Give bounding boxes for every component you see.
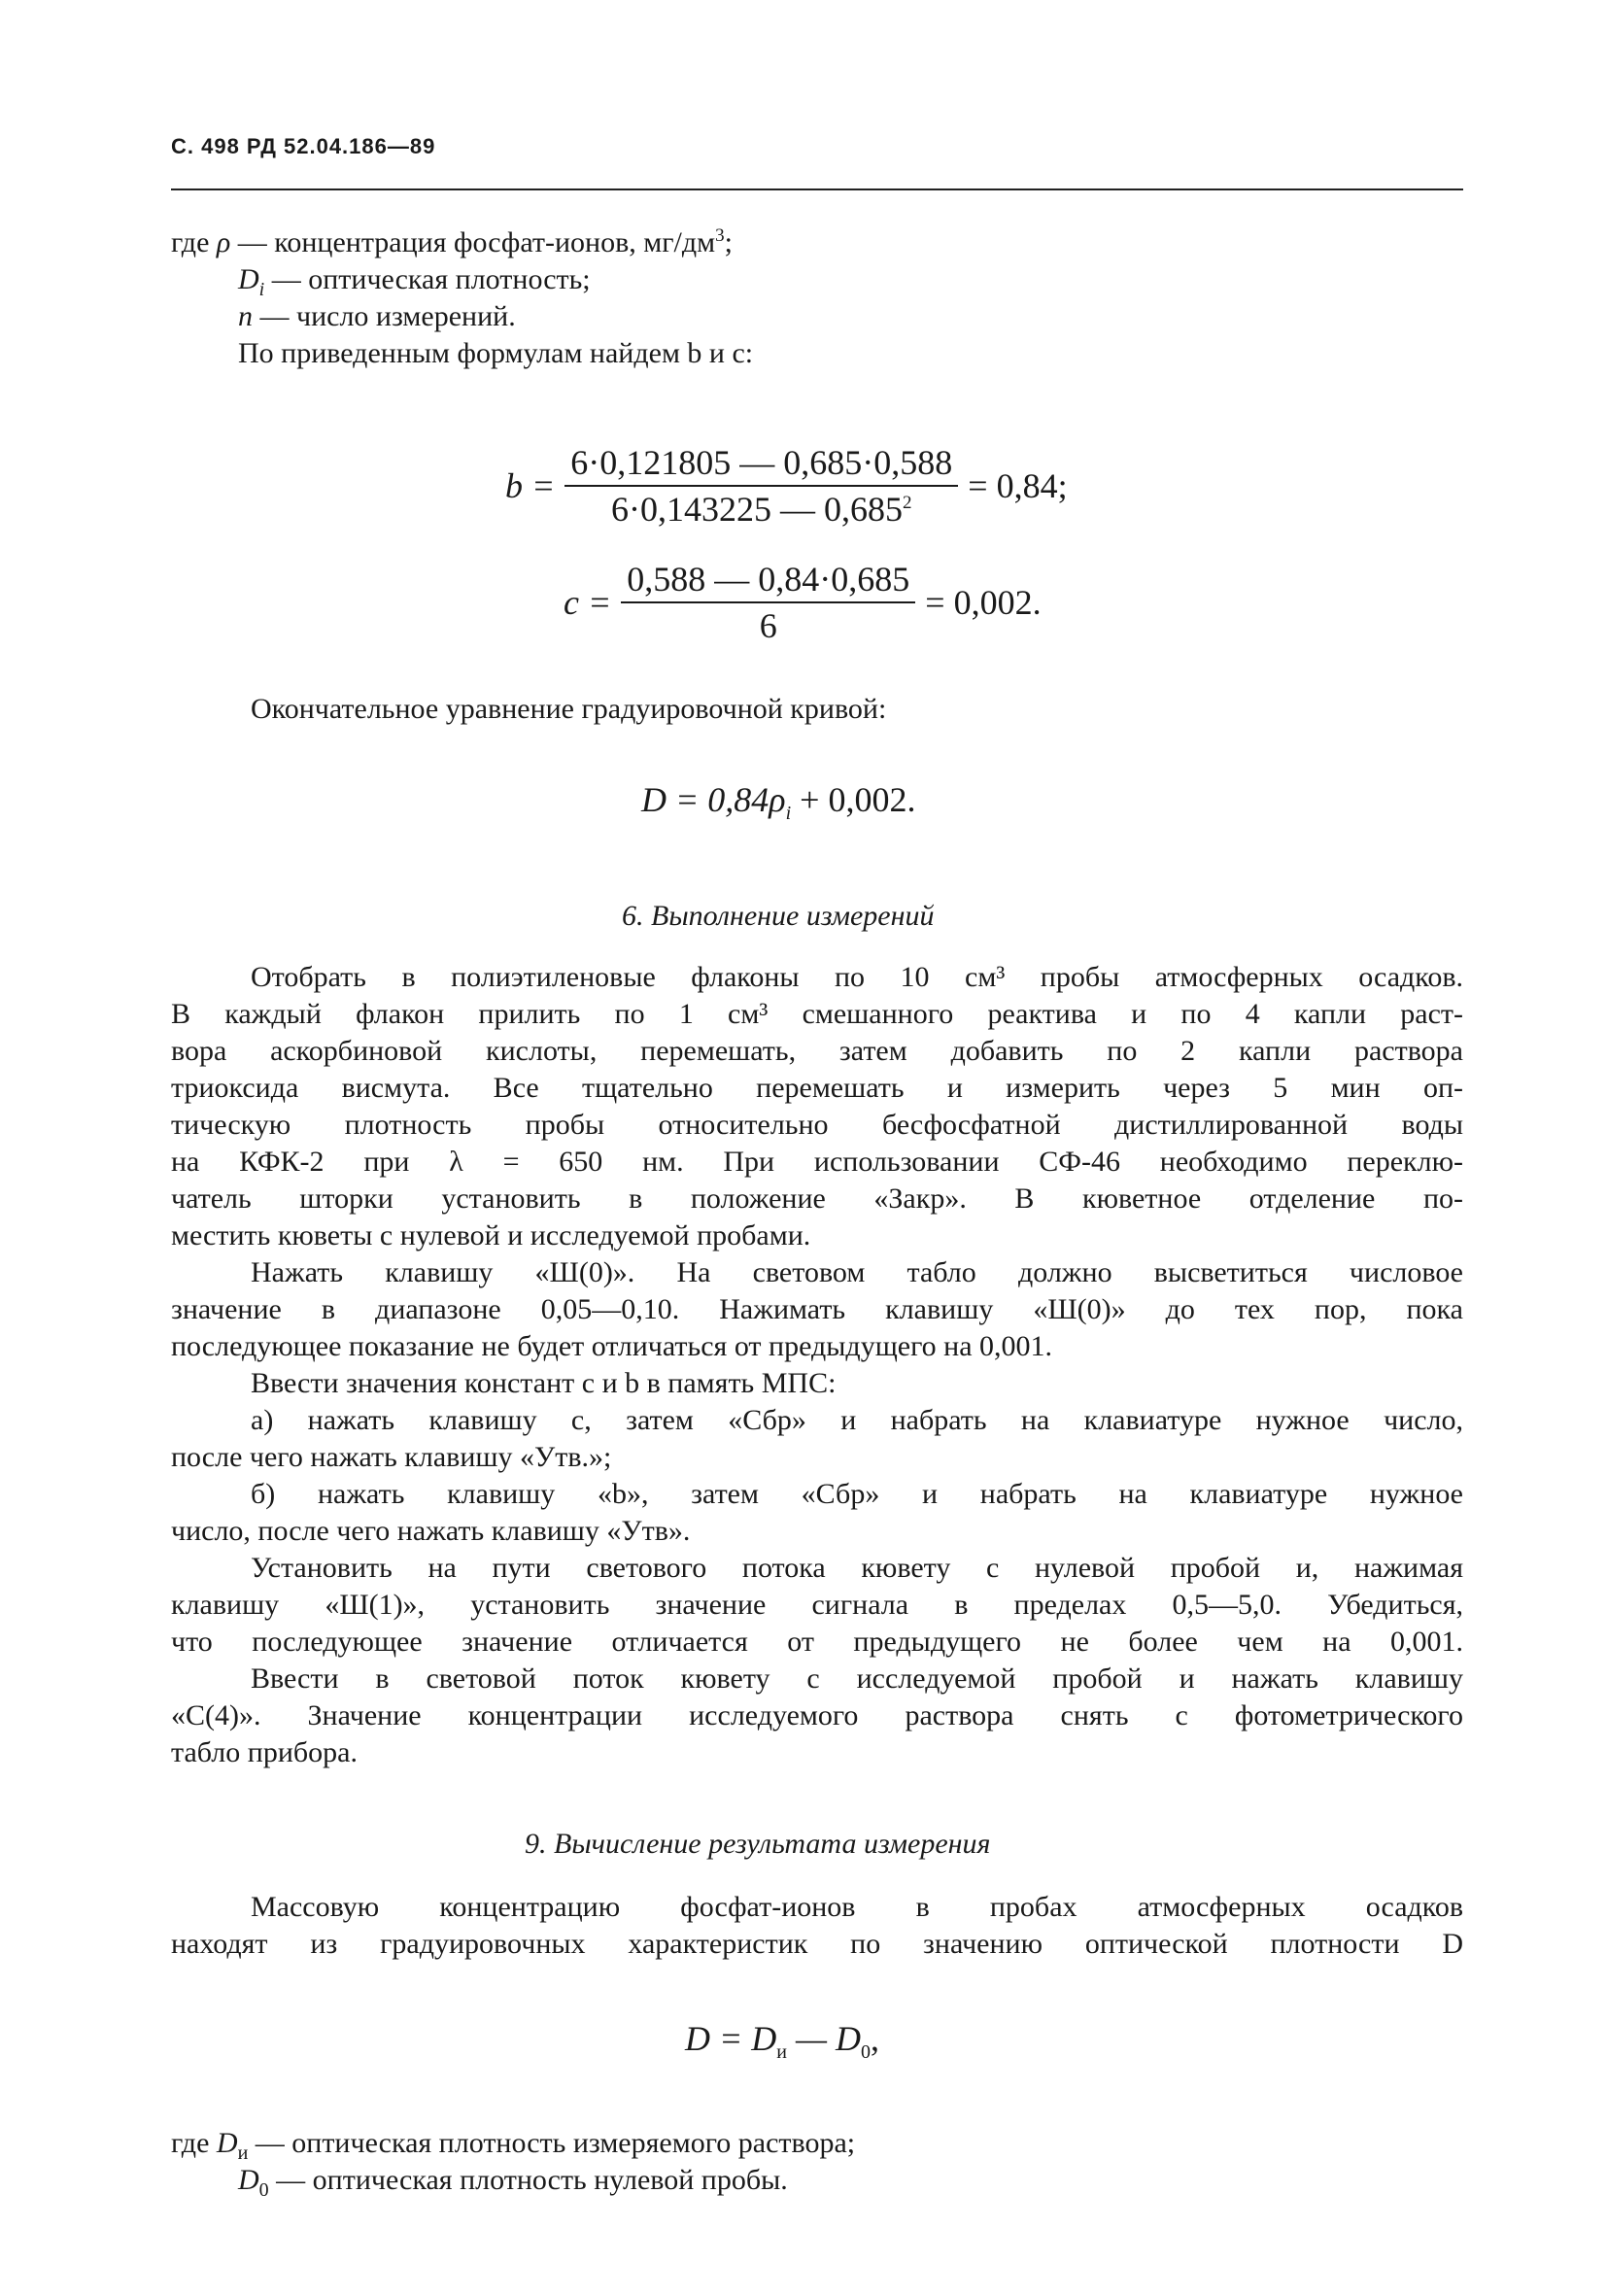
s6-p2-line-0: Нажать клавишу «Ш(0)». На световом табло должно высветиться числовое [251,1256,1463,1288]
final-eq-label: Окончательное уравнение градуировочной кривой: [251,693,887,725]
s6-p4-line-0: а) нажать клавишу c, затем «Сбр» и набрать на клавиатуре нужное число, [251,1404,1463,1436]
d0-sub: 0 [258,2179,269,2201]
s6-p6-line-2: что последующее значение отличается от предыдущего не более чем на 0,001. [171,1626,1463,1658]
formula-b-result: = 0,84; [968,466,1068,505]
final-eq-a: D = 0,84ρ [641,780,786,819]
s6-p7-line-0: Ввести в световой поток кювету с исследуемой пробой и нажать клавишу [251,1662,1463,1695]
dn-text: — оптическая плотность измеряемого раствора; [248,2127,856,2159]
formula-b [505,442,1068,530]
s9-formula-sub1: и [776,2041,787,2064]
s9-formula-mid: — D [787,2019,862,2058]
n-symbol: n [238,300,253,332]
s9-formula-sub2: 0 [861,2041,872,2064]
dn-sub: и [237,2142,249,2164]
s6-p5-line-1: число, после чего нажать клавишу «Утв». [171,1515,691,1547]
def-di [238,262,591,300]
di-symbol: D [238,263,259,295]
s6-p7-line-1: «С(4)». Значение концентрации исследуемого раствора снять с фотометрического [171,1699,1463,1731]
formula-b-denominator [605,487,918,530]
def2-prefix: где [171,2127,217,2159]
def-rho [171,225,733,260]
s6-p4-line-1: после чего нажать клавишу «Утв.»; [171,1441,612,1473]
formula-c-fraction [621,559,915,646]
s6-p1-line-0: Отобрать в полиэтиленовые флаконы по 10 см³ пробы атмосферных осадков. [251,961,1463,993]
s6-p6-line-1: клавишу «Ш(1)», установить значение сигнала в пределах 0,5—5,0. Убедиться, [171,1589,1463,1621]
rho-end: ; [724,226,733,258]
s6-p5-line-0: б) нажать клавишу «b», затем «Сбр» и набрать на клавиатуре нужное [251,1478,1463,1510]
section-9-title: 9. Вычисление результата измерения [525,1828,991,1860]
d0-symbol: D [238,2164,259,2196]
final-eq-formula [641,780,916,825]
def-prefix: где [171,226,217,258]
formula-c-numerator: 0,588 — 0,84·0,685 [621,559,915,603]
s6-p6-line-0: Установить на пути светового потока кювету с нулевой пробой и, нажимая [251,1552,1463,1584]
s6-p1-line-6: чатель шторки установить в положение «Закр». В кюветное отделение по- [171,1182,1463,1215]
section-9-formula [685,2019,880,2064]
s6-p1-line-1: В каждый флакон прилить по 1 см³ смешанного реактива и по 4 капли раст- [171,998,1463,1030]
s6-p7-line-2: табло прибора. [171,1736,358,1768]
formula-b-numerator: 6·0,121805 — 0,685·0,588 [564,442,958,487]
s6-p1-line-7: местить кюветы с нулевой и исследуемой пробами. [171,1219,811,1251]
formula-c [564,559,1042,646]
formula-b-lhs: b = [505,466,556,505]
final-eq-sub: i [785,803,792,825]
s9-p1-line-0: Массовую концентрацию фосфат-ионов в пробах атмосферных осадков [251,1891,1463,1923]
d0-text: — оптическая плотность нулевой пробы. [268,2164,788,2196]
dn-symbol: D [216,2127,238,2159]
rho-symbol: ρ [216,226,231,258]
intro-text: По приведенным формулам найдем b и c: [238,337,754,369]
s6-p1-line-3: триоксида висмута. Все тщательно перемешать и измерить через 5 мин оп- [171,1072,1463,1104]
def-n [238,299,516,334]
di-sub: i [258,279,265,300]
page-header: С. 498 РД 52.04.186—89 [171,134,436,158]
formula-c-denominator: 6 [759,606,777,645]
def-d0 [238,2163,788,2201]
s6-p1-line-4: тическую плотность пробы относительно бесфосфатной дистиллированной воды [171,1109,1463,1141]
formula-c-result: = 0,002. [925,583,1042,622]
s9-p1-line-1: находят из градуировочных характеристик по значению оптической плотности D [171,1928,1463,1960]
section-6-title: 6. Выполнение измерений [622,900,935,932]
s6-p2-line-1: значение в диапазоне 0,05—0,10. Нажимать клавишу «Ш(0)» до тех пор, пока [171,1293,1463,1325]
n-text: — число измерений. [253,300,516,332]
s9-formula-end: , [871,2019,880,2058]
formula-b-fraction [564,442,958,530]
s6-p1-line-2: вора аскорбиновой кислоты, перемешать, затем добавить по 2 капли раствора [171,1035,1463,1067]
def-dn [171,2126,856,2164]
di-text: — оптическая плотность; [264,263,591,295]
final-eq-b: + 0,002. [791,780,916,819]
s6-p1-line-5: на КФК-2 при λ = 650 нм. При использовании СФ-46 необходимо переклю- [171,1146,1463,1178]
header-rule [171,188,1463,190]
s6-p3-line-0: Ввести значения констант c и b в память МПС: [251,1367,837,1399]
formula-b-den-sup: 2 [903,493,912,513]
rho-text: — концентрация фосфат-ионов, мг/дм [230,226,716,258]
rho-sup: 3 [715,225,725,246]
s9-formula-a: D = D [685,2019,777,2058]
s6-p2-line-2: последующее показание не будет отличаться от предыдущего на 0,001. [171,1330,1053,1362]
formula-c-lhs: c = [564,583,612,622]
formula-b-den-a: 6·0,143225 — 0,685 [611,490,904,529]
